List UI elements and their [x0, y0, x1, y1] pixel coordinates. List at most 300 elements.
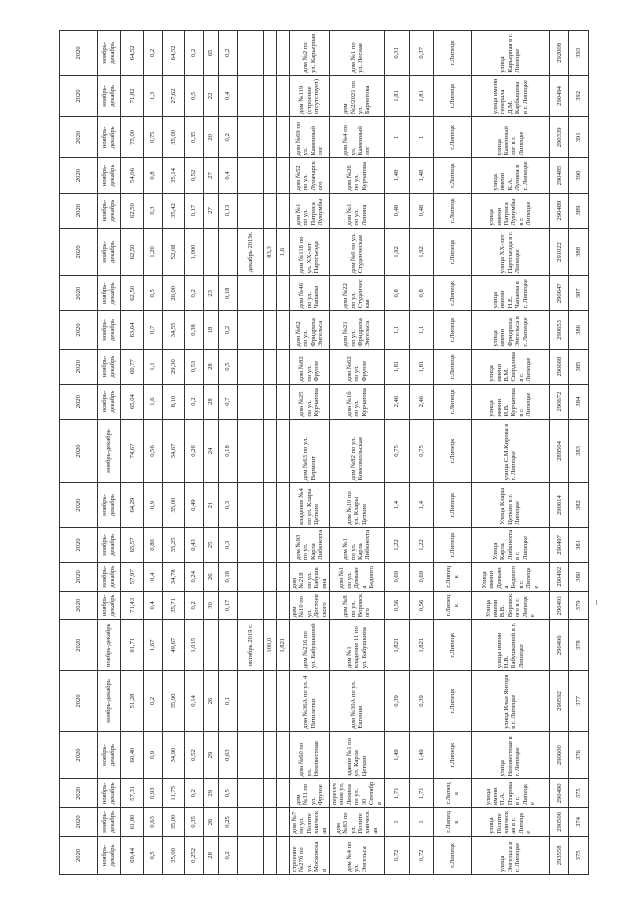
cell-j: 1,6 — [144, 384, 162, 419]
table-field-row-g — [204, 31, 218, 875]
table-field-row-city — [434, 31, 472, 875]
cell-e — [238, 527, 264, 562]
cell-end: дом №60 по ул. Неизвестная — [290, 731, 330, 779]
cell-c: 1,821 — [277, 620, 290, 671]
cell-end: дом №62 по ул. Фридриха Энгельса — [290, 311, 330, 349]
cell-i: 35,14 — [162, 158, 184, 193]
cell-e: октябрь 2019 г. — [238, 620, 264, 671]
cell-h: 0,252 — [184, 836, 204, 874]
cell-j: 0,80 — [144, 527, 162, 562]
cell-period: ноябрь-декабрь — [97, 591, 120, 620]
cell-c — [277, 384, 290, 419]
cell-h: 0,2 — [184, 779, 204, 808]
cell-year: 2020 — [60, 483, 98, 528]
cell-n: 379 — [569, 591, 589, 620]
cell-b: 1,22 — [384, 527, 409, 562]
cell-year: 2020 — [60, 836, 98, 874]
cell-period: ноябрь-декабрь — [97, 276, 120, 311]
cell-g: 28 — [204, 836, 218, 874]
cell-f: 0,2 — [218, 31, 238, 76]
cell-e — [238, 75, 264, 116]
cell-city: г.Липецк — [434, 483, 472, 528]
cell-b: 0,56 — [384, 591, 409, 620]
cell-street: Улица Карла Либкнехта в г. Липецке — [471, 527, 549, 562]
cell-h: 0,53 — [184, 349, 204, 384]
cell-c — [277, 562, 290, 591]
table-field-row-i — [162, 31, 184, 875]
cell-j: 1,3 — [144, 75, 162, 116]
cell-h: 0,38 — [184, 311, 204, 349]
cell-f: 0,17 — [218, 591, 238, 620]
cell-g: 23 — [204, 276, 218, 311]
cell-h: 1,000 — [184, 228, 204, 276]
cell-d — [264, 193, 277, 228]
cell-year: 2020 — [60, 671, 98, 732]
cell-year: 2020 — [60, 591, 98, 620]
cell-start: дом №2/2021 по ул. Барнетова — [330, 75, 385, 116]
cell-n: 380 — [569, 562, 589, 591]
cell-c — [277, 158, 290, 193]
cell-city: г.Липецк — [434, 384, 472, 419]
cell-end: дом №36А по ул. 4 Пятилетки — [290, 671, 330, 732]
cell-code: 293558 — [549, 836, 569, 874]
cell-period: ноябрь-декабрь — [97, 620, 120, 671]
cell-c — [277, 591, 290, 620]
cell-year: 2020 — [60, 117, 98, 158]
cell-b: 1 — [384, 117, 409, 158]
cell-d — [264, 562, 277, 591]
cell-c — [277, 836, 290, 874]
table-field-row-a — [409, 31, 434, 875]
cell-code: 290485 — [549, 158, 569, 193]
cell-c — [277, 311, 290, 349]
cell-h: 0,35 — [184, 117, 204, 158]
cell-n: 392 — [569, 75, 589, 116]
cell-a: 1 — [409, 117, 434, 158]
cell-year: 2020 — [60, 228, 98, 276]
cell-f: 0,4 — [218, 75, 238, 116]
cell-d — [264, 779, 277, 808]
cell-k: 71,82 — [121, 75, 144, 116]
cell-e — [238, 349, 264, 384]
cell-period: ноябрь-декабрь — [97, 483, 120, 528]
cell-street: улица имени Н.Е. Чапаева в г. Липецке — [471, 276, 549, 311]
cell-j: 0,63 — [144, 808, 162, 837]
cell-city: г.Липецк — [434, 836, 472, 874]
cell-a: 1,22 — [409, 527, 434, 562]
cell-e — [238, 731, 264, 779]
cell-n: 377 — [569, 671, 589, 732]
cell-g: 29 — [204, 731, 218, 779]
cell-start: дом №1 по ул. Карла Либкнехта — [330, 527, 385, 562]
cell-f: 0,3 — [218, 527, 238, 562]
cell-end: дом №1 по ул. Патриса Лумумбы — [290, 193, 330, 228]
cell-a: 1,49 — [409, 731, 434, 779]
table-field-row-b — [384, 31, 409, 875]
table-field-row-start — [330, 31, 385, 875]
cell-e — [238, 562, 264, 591]
cell-code: 290672 — [549, 384, 569, 419]
cell-b: 0,72 — [384, 836, 409, 874]
cell-k: 60,40 — [121, 731, 144, 779]
cell-street: улица XX-лет Партсъезда в г. Липецке — [471, 228, 549, 276]
cell-i: 35,00 — [162, 483, 184, 528]
cell-n: 391 — [569, 117, 589, 158]
cell-a: 0,39 — [409, 671, 434, 732]
cell-j: 0,4 — [144, 591, 162, 620]
cell-period: ноябрь-декабрь — [97, 779, 120, 808]
cell-period: ноябрь-декабрь — [97, 349, 120, 384]
cell-e — [238, 419, 264, 483]
cell-city: г.Липецк — [434, 193, 472, 228]
cell-code: 290489 — [549, 193, 569, 228]
cell-b: 0,69 — [384, 562, 409, 591]
cell-i: 34,90 — [162, 731, 184, 779]
cell-j: 0,9 — [144, 483, 162, 528]
cell-d — [264, 527, 277, 562]
cell-street: улица имени Фридриха Энгельса в г. Липецке — [471, 311, 549, 349]
cell-g: 30 — [204, 591, 218, 620]
rotated-table-container — [59, 30, 583, 875]
cell-e — [238, 671, 264, 732]
cell-k: 62,50 — [121, 193, 144, 228]
cell-city: г.Липецк — [434, 620, 472, 671]
cell-code: 290339 — [549, 117, 569, 158]
cell-code: 290592 — [549, 671, 569, 732]
cell-i: 29,30 — [162, 349, 184, 384]
cell-k: 57,31 — [121, 779, 144, 808]
cell-end: дом №118 по ул. XX-лет Партсъезда — [290, 228, 330, 276]
cell-year: 2020 — [60, 158, 98, 193]
cell-g: 65 — [204, 31, 218, 76]
scan-mark — [596, 600, 597, 605]
cell-j: 0,9 — [144, 731, 162, 779]
cell-start: дом №1 по ул. Лесная — [330, 31, 385, 76]
cell-city: г.Липецк — [434, 731, 472, 779]
cell-street: улица Энгельса в г. Липецке — [471, 836, 549, 874]
cell-i: 35,71 — [162, 591, 184, 620]
cell-e — [238, 31, 264, 76]
cell-h: 0,2 — [184, 591, 204, 620]
cell-f: 0,4 — [218, 158, 238, 193]
cell-year: 2020 — [60, 620, 98, 671]
cell-year: 2020 — [60, 31, 98, 76]
table-field-row-h — [184, 31, 204, 875]
cell-start: дом №83 по ул. Политехническая — [330, 808, 385, 837]
cell-g: 27 — [204, 193, 218, 228]
cell-code: 290492 — [549, 562, 569, 591]
cell-a: 0,37 — [409, 31, 434, 76]
cell-j: 1,1 — [144, 349, 162, 384]
cell-d — [264, 384, 277, 419]
cell-code: 289504 — [549, 419, 569, 483]
cell-j: 0,7 — [144, 311, 162, 349]
cell-period: ноябрь-декабрь — [97, 31, 120, 76]
cell-period: ноябрь-декабрь — [97, 158, 120, 193]
cell-e — [238, 276, 264, 311]
cell-b: 0,39 — [384, 671, 409, 732]
cell-start: дом №6 по ул. Студенческая — [330, 228, 385, 276]
cell-a: 0,56 — [409, 591, 434, 620]
cell-end: дом №119 (строение отсутствует) — [290, 75, 330, 116]
table-field-row-d — [264, 31, 277, 875]
cell-code: 290494 — [549, 75, 569, 116]
cell-k: 64,29 — [121, 483, 144, 528]
cell-a: 0,75 — [409, 419, 434, 483]
cell-f: 0,5 — [218, 349, 238, 384]
cell-a: 0,48 — [409, 193, 434, 228]
cell-a: 1,1 — [409, 311, 434, 349]
cell-i: 64,52 — [162, 31, 184, 76]
cell-a: 0,8 — [409, 276, 434, 311]
cell-period: ноябрь-декабрь — [97, 671, 120, 732]
cell-f: 0,2 — [218, 117, 238, 158]
cell-code: 290506 — [549, 808, 569, 837]
cell-start: дом №1 по ул. Демьяна Бедного — [330, 562, 385, 591]
roads-table — [59, 30, 589, 875]
cell-code: 290491 — [549, 591, 569, 620]
cell-end: дом №10 по ул. Достоевского — [290, 591, 330, 620]
cell-end: дом №7 по ул. Политехническая — [290, 808, 330, 837]
cell-i: 35,25 — [162, 527, 184, 562]
cell-n: 381 — [569, 527, 589, 562]
cell-period: ноябрь-декабрь — [97, 731, 120, 779]
cell-j: 0,75 — [144, 117, 162, 158]
cell-a: 0,72 — [409, 836, 434, 874]
cell-d — [264, 731, 277, 779]
cell-street: улица имени К.А. Лунина в г. Липецке — [471, 158, 549, 193]
cell-c — [277, 779, 290, 808]
cell-c — [277, 527, 290, 562]
cell-c — [277, 117, 290, 158]
cell-period: ноябрь-декабрь — [97, 228, 120, 276]
cell-d — [264, 31, 277, 76]
cell-end: владение №4 по ул. Клары Цеткин — [290, 483, 330, 528]
cell-n: 393 — [569, 31, 589, 76]
cell-i: 26,00 — [162, 276, 184, 311]
table-field-row-n — [569, 31, 589, 875]
cell-b: 0,75 — [384, 419, 409, 483]
cell-g: 28 — [204, 349, 218, 384]
cell-h: 0,2 — [184, 31, 204, 76]
cell-f: 0,2 — [218, 311, 238, 349]
cell-start: дом №1 по ул. Ленина — [330, 193, 385, 228]
cell-c — [277, 731, 290, 779]
cell-n: 378 — [569, 620, 589, 671]
cell-city: г.Липецк — [434, 562, 472, 591]
cell-k: 62,50 — [121, 228, 144, 276]
cell-end: дом №52 по ул. Луначарского — [290, 158, 330, 193]
cell-year: 2020 — [60, 419, 98, 483]
cell-i: 8,10 — [162, 384, 184, 419]
cell-period: ноябрь-декабрь — [97, 117, 120, 158]
cell-i: 35,00 — [162, 117, 184, 158]
cell-n: 374 — [569, 808, 589, 837]
cell-period: ноябрь-декабрь — [97, 527, 120, 562]
cell-code: 290647 — [549, 276, 569, 311]
cell-city: г.Липецк — [434, 228, 472, 276]
table-field-row-e — [238, 31, 264, 875]
cell-d: 83,3 — [264, 228, 277, 276]
cell-i: 52,08 — [162, 228, 184, 276]
cell-street: улица имени П.А. Птарова в г. Липецке — [471, 779, 549, 808]
cell-b: 1,1 — [384, 311, 409, 349]
cell-period: ноябрь-декабрь — [97, 311, 120, 349]
cell-f — [218, 620, 238, 671]
cell-g: 18 — [204, 311, 218, 349]
cell-start: дом №22 по ул. Студенческая — [330, 276, 385, 311]
cell-e — [238, 808, 264, 837]
cell-d — [264, 808, 277, 837]
cell-code: 290497 — [549, 527, 569, 562]
cell-year: 2020 — [60, 527, 98, 562]
cell-h: 0,49 — [184, 483, 204, 528]
cell-b: 0,31 — [384, 31, 409, 76]
cell-street: улица имени Патриса Лумумбы в г. Липецке — [471, 193, 549, 228]
cell-end: дом №69 по ул. Каменный лог — [290, 117, 330, 158]
cell-street: улица имени И.В. Курчатова в г. Липецке — [471, 384, 549, 419]
cell-f: 0,13 — [218, 193, 238, 228]
cell-j: 0,8 — [144, 158, 162, 193]
cell-street: улица имени Н.В. Бабушкиной в г. Липецке — [471, 620, 549, 671]
cell-d — [264, 483, 277, 528]
cell-f: 0,7 — [218, 384, 238, 419]
cell-n: 384 — [569, 384, 589, 419]
table-field-row-code — [549, 31, 569, 875]
cell-year: 2020 — [60, 384, 98, 419]
cell-f: 0,3 — [218, 483, 238, 528]
cell-city: г.Липецк — [434, 311, 472, 349]
cell-n: 383 — [569, 419, 589, 483]
table-field-row-end — [290, 31, 330, 875]
cell-c — [277, 808, 290, 837]
cell-street: улица С.М.Кирова в г. Липецке — [471, 419, 549, 483]
cell-year: 2020 — [60, 562, 98, 591]
cell-a: 1,81 — [409, 75, 434, 116]
cell-e — [238, 836, 264, 874]
cell-k: 74,67 — [121, 419, 144, 483]
cell-a: 1,821 — [409, 620, 434, 671]
cell-c: 1,6 — [277, 228, 290, 276]
cell-i: 34,67 — [162, 419, 184, 483]
cell-c — [277, 193, 290, 228]
cell-start: пересечение ул. Ленина по ул. 30 Сентября — [330, 779, 385, 808]
cell-year: 2020 — [60, 779, 98, 808]
cell-n: 385 — [569, 349, 589, 384]
cell-a: 1,92 — [409, 228, 434, 276]
cell-start: дом №30А по ул. Евгения — [330, 671, 385, 732]
cell-d — [264, 419, 277, 483]
cell-d — [264, 75, 277, 116]
cell-c — [277, 483, 290, 528]
cell-h: 0,24 — [184, 562, 204, 591]
cell-g: 22 — [204, 75, 218, 116]
cell-n: 389 — [569, 193, 589, 228]
cell-h: 0,17 — [184, 193, 204, 228]
cell-b: 2,46 — [384, 384, 409, 419]
cell-n: 375 — [569, 836, 589, 874]
cell-a: 1,48 — [409, 158, 434, 193]
cell-e — [238, 591, 264, 620]
cell-code: 290496 — [549, 620, 569, 671]
cell-code: 292008 — [549, 31, 569, 76]
cell-k: 60,77 — [121, 349, 144, 384]
cell-n: 390 — [569, 158, 589, 193]
cell-end: дом №82 по ул. Фрунзе — [290, 349, 330, 384]
cell-f: 0,18 — [218, 276, 238, 311]
cell-start: дом №21 по ул. Фридриха Энгельса — [330, 311, 385, 349]
cell-h: 1,015 — [184, 620, 204, 671]
cell-b: 1,92 — [384, 228, 409, 276]
cell-f: 0,1 — [218, 671, 238, 732]
cell-k: 57,97 — [121, 562, 144, 591]
cell-start: дом №1б по ул. Курчатова — [330, 384, 385, 419]
cell-n: 376 — [569, 731, 589, 779]
cell-e — [238, 483, 264, 528]
cell-c — [277, 419, 290, 483]
cell-b: 1,71 — [384, 779, 409, 808]
cell-code: 290490 — [549, 779, 569, 808]
cell-street: улица Карьерная в г. Липецке — [471, 31, 549, 76]
cell-city: г.Липецк — [434, 31, 472, 76]
cell-j: 1,20 — [144, 228, 162, 276]
table-field-row-period — [97, 31, 120, 875]
cell-street: улица Неизвестная в г. Липецке — [471, 731, 549, 779]
cell-end: дом №218 по ул. Бабушкина — [290, 562, 330, 591]
cell-street: Улица имени В.В. Воровского в г. Липецке — [471, 591, 549, 620]
cell-start: дом №8 по ул. Воровского — [330, 591, 385, 620]
cell-year: 2020 — [60, 731, 98, 779]
cell-start: дом №10 по ул. Клары Цеткин — [330, 483, 385, 528]
cell-street: Улица имени Демьяна Бедного в г. Липецке — [471, 562, 549, 591]
cell-f — [218, 228, 238, 276]
cell-period: ноябрь-декабрь — [97, 193, 120, 228]
cell-k: 65,57 — [121, 527, 144, 562]
cell-city: г.Липецк — [434, 75, 472, 116]
cell-j: 0,4 — [144, 562, 162, 591]
cell-h: 0,2 — [184, 384, 204, 419]
cell-year: 2020 — [60, 349, 98, 384]
cell-b: 1,4 — [384, 483, 409, 528]
cell-year: 2020 — [60, 276, 98, 311]
cell-k: 63,64 — [121, 311, 144, 349]
cell-e — [238, 117, 264, 158]
cell-i: 35,42 — [162, 193, 184, 228]
cell-b: 1,49 — [384, 731, 409, 779]
cell-end: дом №63 по ул. Вермонт — [290, 419, 330, 483]
cell-g — [204, 228, 218, 276]
cell-h: 0,52 — [184, 158, 204, 193]
cell-city: г.Липецк — [434, 779, 472, 808]
cell-e — [238, 779, 264, 808]
table-field-row-year — [60, 31, 98, 875]
cell-year: 2020 — [60, 75, 98, 116]
cell-year: 2020 — [60, 311, 98, 349]
cell-d — [264, 311, 277, 349]
cell-c — [277, 276, 290, 311]
cell-g: 26 — [204, 671, 218, 732]
cell-j: 0,93 — [144, 779, 162, 808]
cell-f: 0,63 — [218, 731, 238, 779]
cell-h: 0,26 — [184, 419, 204, 483]
cell-city: г.Липецк — [434, 419, 472, 483]
cell-street: улица имени генерала Д.М. Карбышева в г. Липецке — [471, 75, 549, 116]
cell-a: 2,46 — [409, 384, 434, 419]
cell-k: 91,71 — [121, 620, 144, 671]
cell-city: г.Липецк — [434, 117, 472, 158]
cell-street: улица Ильи Янгоря в г. Липецке — [471, 671, 549, 732]
cell-end: дом №25 по ул. Курчатова — [290, 384, 330, 419]
